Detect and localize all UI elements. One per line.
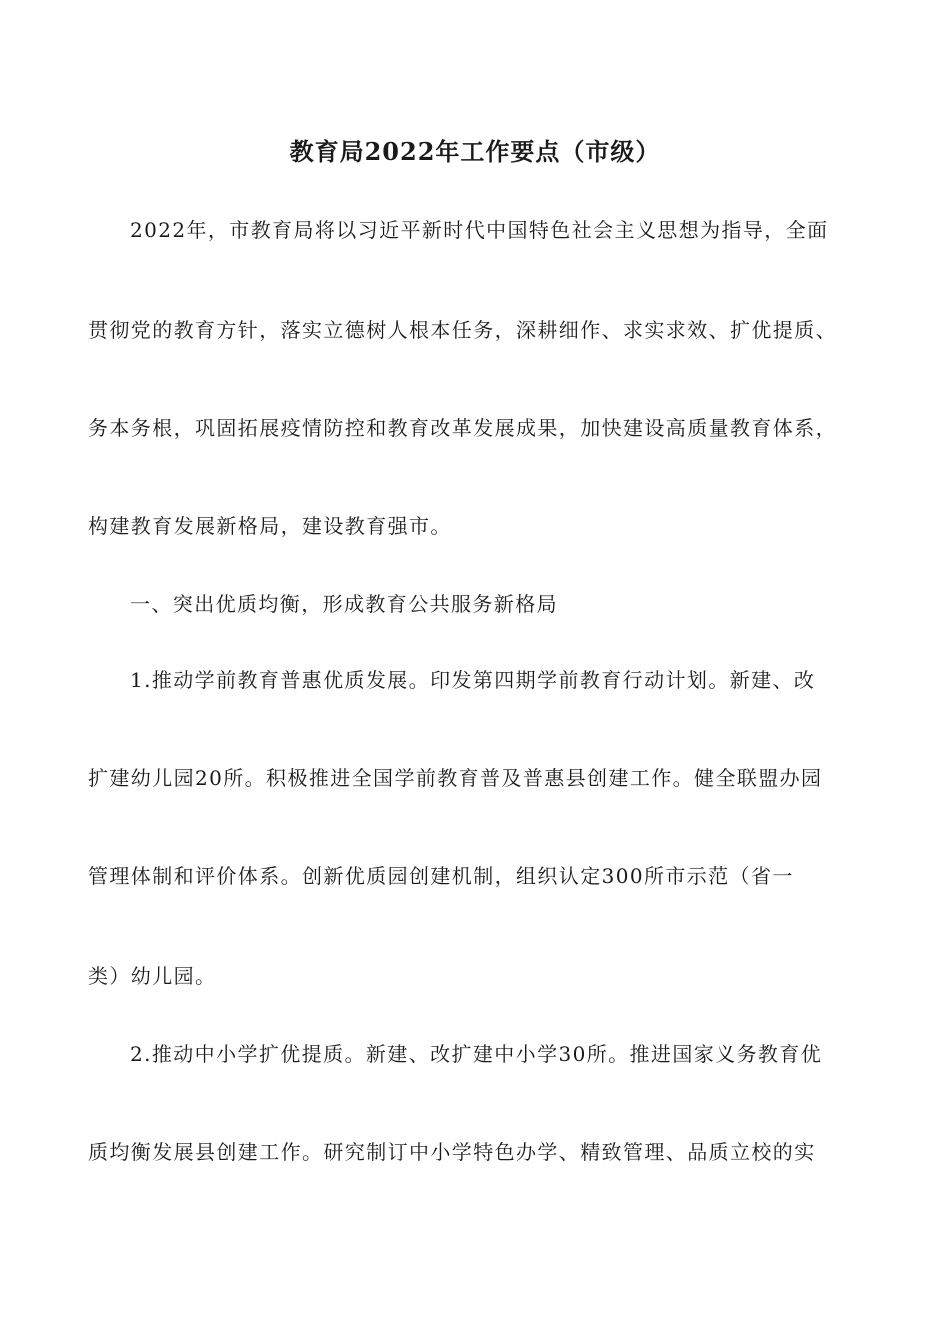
paragraph-line: 务本务根，巩固拓展疫情防控和教育改革发展成果，加快建设高质量教育体系， xyxy=(88,416,837,440)
document-title: 教育局2022年工作要点（市级） xyxy=(289,137,661,166)
paragraph-line: 1.推动学前教育普惠优质发展。印发第四期学前教育行动计划。新建、改 xyxy=(130,668,816,692)
paragraph-line: 2022年，市教育局将以习近平新时代中国特色社会主义思想为指导，全面 xyxy=(130,218,829,242)
paragraph-line: 构建教育发展新格局，建设教育强市。 xyxy=(88,514,452,538)
paragraph-line: 扩建幼儿园20所。积极推进全国学前教育普及普惠县创建工作。健全联盟办园 xyxy=(88,766,823,790)
paragraph-line: 贯彻党的教育方针，落实立德树人根本任务，深耕细作、求实求效、扩优提质、 xyxy=(88,318,837,342)
paragraph-line: 管理体制和评价体系。创新优质园创建机制，组织认定300所市示范（省一 xyxy=(88,864,794,888)
paragraph-line: 质均衡发展县创建工作。研究制订中小学特色办学、精致管理、品质立校的实 xyxy=(88,1140,816,1164)
section-heading: 一、突出优质均衡，形成教育公共服务新格局 xyxy=(130,592,558,616)
paragraph-line: 类）幼儿园。 xyxy=(88,964,217,988)
paragraph-line: 2.推动中小学扩优提质。新建、改扩建中小学30所。推进国家义务教育优 xyxy=(130,1042,823,1066)
